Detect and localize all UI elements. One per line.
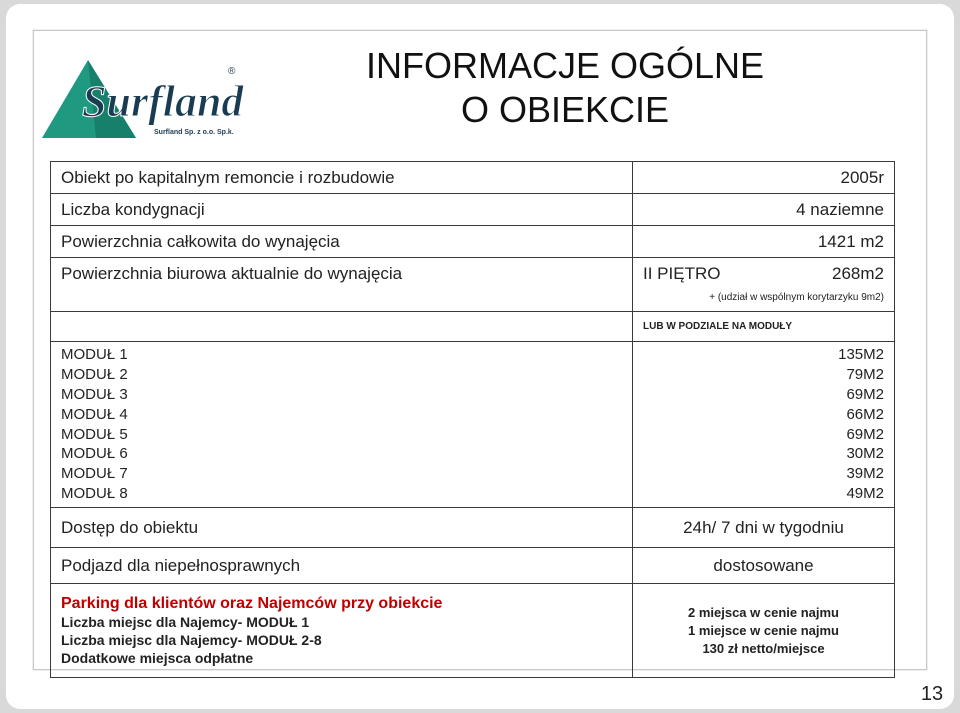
row-label: Liczba kondygnacji	[51, 194, 633, 226]
logo-subtitle: Surfland Sp. z o.o. Sp.k.	[154, 129, 234, 136]
row-value: 24h/ 7 dni w tygodniu	[633, 508, 895, 548]
module-area: 66M2	[846, 405, 884, 423]
parking-heading: Parking dla klientów oraz Najemców przy obiekcie	[61, 594, 443, 612]
table-row	[51, 548, 895, 584]
office-space-cell	[633, 258, 895, 312]
logo-text: Surfland	[82, 77, 244, 126]
module-area: 135M2	[838, 346, 884, 364]
parking-info	[51, 584, 633, 678]
module-area: 30M2	[846, 445, 884, 463]
module-name: MODUŁ 5	[61, 425, 128, 443]
property-info-table	[50, 161, 895, 678]
module-area: 39M2	[846, 465, 884, 483]
module-name: MODUŁ 2	[61, 366, 128, 384]
module-name: MODUŁ 8	[61, 484, 128, 502]
module-area: 69M2	[846, 385, 884, 403]
table-row	[51, 258, 895, 312]
table-row	[51, 342, 895, 508]
office-area: 268m2	[832, 264, 884, 283]
row-label: Powierzchnia biurowa aktualnie do wynajęcia	[51, 258, 633, 312]
row-label: Obiekt po kapitalnym remoncie i rozbudowie	[51, 162, 633, 194]
module-area: 49M2	[846, 484, 884, 502]
row-value: 4 naziemne	[633, 194, 895, 226]
row-value: dostosowane	[633, 548, 895, 584]
parking-value: 2 miejsca w cenie najmu	[687, 604, 840, 620]
row-value: 1421 m2	[633, 226, 895, 258]
title-line-2: O OBIEKCIE	[460, 89, 670, 130]
module-names	[51, 342, 633, 508]
page-title	[300, 44, 830, 132]
corridor-note: + (udział w wspólnym korytarzyku 9m2)	[709, 292, 884, 303]
parking-value: 130 zł netto/miejsce	[702, 640, 825, 656]
title-line-1: INFORMACJE OGÓLNE	[365, 45, 765, 86]
table-row	[51, 312, 895, 342]
surfland-logo	[40, 58, 250, 140]
table-row	[51, 194, 895, 226]
row-label: Podjazd dla niepełnosprawnych	[51, 548, 633, 584]
module-name: MODUŁ 1	[61, 346, 128, 364]
module-area: 69M2	[846, 425, 884, 443]
table-row	[51, 584, 895, 678]
parking-line: Dodatkowe miejsca odpłatne	[61, 649, 254, 666]
empty-cell	[51, 312, 633, 342]
module-name: MODUŁ 4	[61, 405, 128, 423]
table-row	[51, 508, 895, 548]
table-row	[51, 226, 895, 258]
parking-values	[633, 584, 895, 678]
row-label: Dostęp do obiektu	[51, 508, 633, 548]
floor-label: II PIĘTRO	[643, 264, 721, 283]
row-value: 2005r	[633, 162, 895, 194]
modules-note-cell	[633, 312, 895, 342]
row-label: Powierzchnia całkowita do wynajęcia	[51, 226, 633, 258]
module-name: MODUŁ 7	[61, 465, 128, 483]
parking-line: Liczba miejsc dla Najemcy- MODUŁ 2-8	[61, 631, 322, 648]
module-name: MODUŁ 3	[61, 385, 128, 403]
modules-note: LUB W PODZIALE NA MODUŁY	[643, 321, 793, 332]
module-areas	[633, 342, 895, 508]
trademark-symbol: ®	[228, 66, 236, 77]
parking-value: 1 miejsce w cenie najmu	[687, 622, 840, 638]
module-area: 79M2	[846, 366, 884, 384]
table-row	[51, 162, 895, 194]
slide-number: 13	[920, 683, 944, 705]
module-name: MODUŁ 6	[61, 445, 128, 463]
parking-line: Liczba miejsc dla Najemcy- MODUŁ 1	[61, 613, 310, 630]
office-space-line	[643, 264, 884, 284]
